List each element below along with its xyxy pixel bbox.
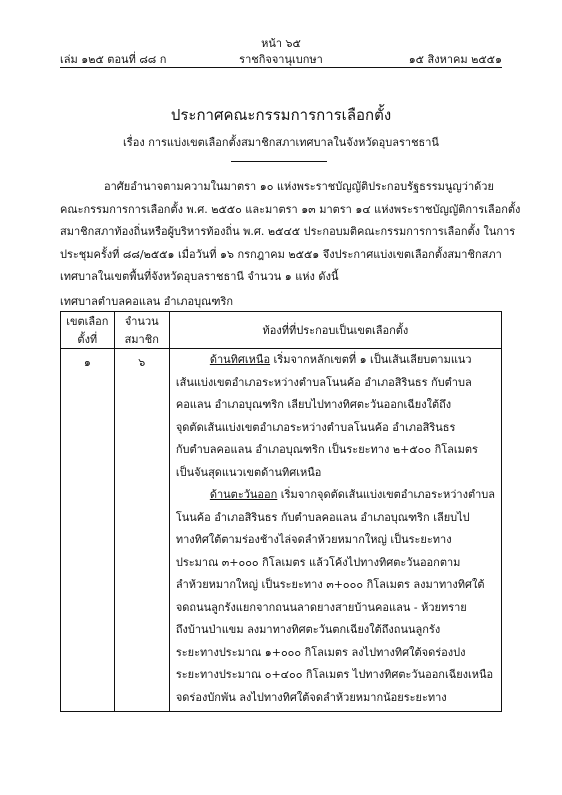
- north-boundary-line: เส้นแบ่งเขตอำเภอระหว่างตำบลโนนค้อ อำเภอสิรินธร กับตำบล: [175, 375, 472, 389]
- preamble-line: สมาชิกสภาท้องถิ่นหรือผู้บริหารท้องถิ่น พ.ศ. ๒๕๔๕ ประกอบมติคณะกรรมการการเลือกตั้ง ในการ: [60, 225, 516, 238]
- column-header-members: จำนวนสมาชิก: [114, 312, 169, 349]
- announcement-subject: เรื่อง การแบ่งเขตเลือกตั้งสมาชิกสภาเทศบาลในจังหวัดอุบลราชธานี: [123, 136, 439, 149]
- north-boundary-line: กับตำบลคอแลน อำเภอบุณฑริก เป็นระยะทาง ๒+๕๐๐ กิโลเมตร: [175, 443, 478, 456]
- east-boundary-line: ลำห้วยหมากใหญ่ เป็นระยะทาง ๓+๐๐๐ กิโลเมตร ลงมาทางทิศใต้: [175, 578, 485, 591]
- north-boundary-line: เป็นจันสุดแนวเขตด้านทิศเหนือ: [175, 465, 322, 479]
- column-header-area: ท้องที่ที่ประกอบเป็นเขตเลือกตั้ง: [169, 312, 501, 349]
- district-boundary-description: [169, 349, 501, 712]
- page-number: หน้า ๖๕: [261, 37, 301, 50]
- east-boundary-line: โนนค้อ อำเภอสิรินธร กับตำบลคอแลน อำเภอบุณฑริก เลียบไป: [175, 510, 470, 524]
- north-boundary-text: เริ่มจากหลักเขตที่ ๑ เป็นเส้นเลียบตามแนว: [270, 353, 472, 366]
- column-header-district: เขตเลือกตั้งที่: [61, 312, 115, 349]
- east-boundary-line: ระยะทางประมาณ ๑+๐๐๐ กิโลเมตร ลงไปทางทิศใต้จดร่องปง: [175, 645, 466, 659]
- district-number: ๑: [61, 349, 115, 712]
- municipality-name: เทศบาลตำบลคอแลน อำเภอบุณฑริก: [60, 295, 234, 308]
- table-row: [61, 349, 502, 712]
- electoral-district-table: [60, 311, 502, 712]
- preamble-line: คณะกรรมการการเลือกตั้ง พ.ศ. ๒๕๕๐ และมาตรา ๑๓ มาตรา ๑๔ แห่งพระราชบัญญัติการเลือกตั้ง: [60, 202, 521, 216]
- volume-issue: เล่ม ๑๒๕ ตอนที่ ๘๘ ก: [60, 53, 167, 66]
- preamble-line: ประชุมครั้งที่ ๘๘/๒๕๕๑ เมื่อวันที่ ๑๖ กรกฎาคม ๒๕๕๑ จึงประกาศแบ่งเขตเลือกตั้งสมาชิกสภา: [60, 247, 502, 261]
- running-header: [60, 50, 502, 66]
- header-rule: [60, 67, 502, 68]
- preamble-line: อาศัยอำนาจตามความในมาตรา ๑๐ แห่งพระราชบัญญัติประกอบรัฐธรรมนูญว่าด้วย: [104, 180, 494, 193]
- east-boundary-line: จดถนนลูกรังแยกจากถนนลาดยางสายบ้านคอแลน - ห้วยทราย: [175, 600, 467, 614]
- north-boundary-line: คอแลน อำเภอบุณฑริก เลียบไปทางทิศตะวันออกเฉียงใต้ถึง: [175, 398, 452, 411]
- north-boundary-first-line: [176, 349, 495, 372]
- east-boundary-text: เริ่มจากจุดตัดเส้นแบ่งเขตอำเภอระหว่างตำบล: [277, 488, 495, 501]
- publication-name: ราชกิจจานุเบกษา: [239, 53, 323, 66]
- preamble-line: เทศบาลในเขตพื้นที่จังหวัดอุบลราชธานี จำนวน ๑ แห่ง ดังนี้: [60, 270, 339, 283]
- east-boundary-first-line: [176, 484, 495, 507]
- preamble-paragraph: [60, 176, 521, 289]
- east-boundary-line: ระยะทางประมาณ ๐+๔๐๐ กิโลเมตร ไปทางทิศตะวันออกเฉียงเหนือ: [175, 668, 494, 681]
- east-boundary-heading: ด้านตะวันออก: [209, 488, 278, 501]
- east-boundary-line: จดร่องบักพัน ลงไปทางทิศใต้จดลำห้วยหมากน้อยระยะทาง: [175, 690, 447, 704]
- east-boundary-line: ประมาณ ๓+๐๐๐ กิโลเมตร แล้วโค้งไปทางทิศตะวันออกตาม: [175, 555, 461, 569]
- publication-date: ๑๕ สิงหาคม ๒๕๕๑: [408, 53, 502, 66]
- north-boundary-heading: ด้านทิศเหนือ: [209, 353, 271, 366]
- east-boundary-line: ทางทิศใต้ตามร่องช้างไล่จดลำห้วยหมากใหญ่ เป็นระยะทาง: [175, 533, 452, 546]
- east-boundary-line: ถึงบ้านป่าแขม ลงมาทางทิศตะวันตกเฉียงใต้ถึงถนนลูกรัง: [175, 623, 441, 636]
- table-header-row: [61, 312, 502, 349]
- north-boundary-line: จุดตัดเส้นแบ่งเขตอำเภอระหว่างตำบลโนนค้อ อำเภอสิรินธร: [175, 420, 456, 434]
- member-count: ๖: [114, 349, 169, 712]
- announcement-title: ประกาศคณะกรรมการการเลือกตั้ง: [170, 106, 392, 124]
- title-divider: [231, 161, 327, 162]
